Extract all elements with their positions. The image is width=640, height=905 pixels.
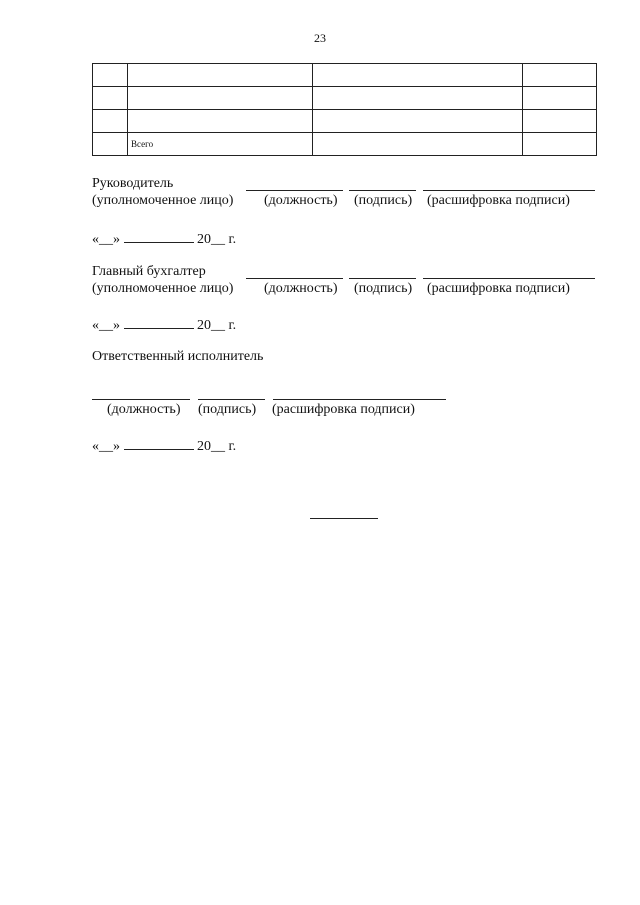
table-row	[93, 87, 597, 110]
table-cell	[523, 133, 597, 156]
table-cell	[93, 87, 128, 110]
head-caption-position: (должность)	[264, 193, 338, 208]
table-row-total	[93, 133, 597, 156]
executor-signature-line[interactable]	[198, 399, 265, 400]
executor-decoding-line[interactable]	[273, 399, 446, 400]
head-signature-line[interactable]	[349, 190, 416, 191]
head-decoding-line[interactable]	[423, 190, 595, 191]
table-row	[93, 110, 597, 133]
head-date-day: «__»	[92, 232, 120, 247]
head-date	[92, 230, 236, 248]
executor-position-line[interactable]	[92, 399, 190, 400]
table-cell	[313, 64, 523, 87]
table-cell	[128, 64, 313, 87]
closing-rule	[310, 518, 378, 519]
executor-caption-signature: (подпись)	[198, 402, 257, 417]
accountant-date-year: 20__ г.	[197, 318, 237, 333]
summary-table	[92, 63, 597, 156]
total-label: Всего	[128, 133, 313, 156]
table-cell	[523, 110, 597, 133]
head-position-line[interactable]	[246, 190, 343, 191]
head-caption-signature: (подпись)	[354, 193, 413, 208]
executor-date	[92, 437, 236, 455]
executor-caption-decoding: (расшифровка подписи)	[272, 402, 415, 417]
head-title: Руководитель	[92, 176, 174, 191]
executor-caption-position: (должность)	[107, 402, 181, 417]
executor-date-year: 20__ г.	[197, 439, 237, 454]
head-date-year: 20__ г.	[197, 232, 237, 247]
table-cell	[128, 87, 313, 110]
table-cell	[93, 64, 128, 87]
table-cell	[93, 110, 128, 133]
accountant-caption-signature: (подпись)	[354, 281, 413, 296]
table-cell	[128, 110, 313, 133]
table-row	[93, 64, 597, 87]
accountant-position-line[interactable]	[246, 278, 343, 279]
table-cell	[523, 64, 597, 87]
accountant-caption-person: (уполномоченное лицо)	[92, 281, 234, 296]
accountant-decoding-line[interactable]	[423, 278, 595, 279]
table-cell	[313, 110, 523, 133]
head-caption-decoding: (расшифровка подписи)	[427, 193, 570, 208]
page-number: 23	[314, 31, 326, 45]
table-cell	[313, 87, 523, 110]
table-cell	[313, 133, 523, 156]
executor-title: Ответственный исполнитель	[92, 349, 264, 364]
accountant-caption-decoding: (расшифровка подписи)	[427, 281, 570, 296]
accountant-date-day: «__»	[92, 318, 120, 333]
accountant-caption-position: (должность)	[264, 281, 338, 296]
table-cell	[93, 133, 128, 156]
accountant-date-month-line[interactable]	[124, 316, 194, 329]
table-cell	[523, 87, 597, 110]
accountant-title: Главный бухгалтер	[92, 264, 206, 279]
executor-date-month-line[interactable]	[124, 437, 194, 450]
head-caption-person: (уполномоченное лицо)	[92, 193, 234, 208]
head-date-month-line[interactable]	[124, 230, 194, 243]
executor-date-day: «__»	[92, 439, 120, 454]
accountant-date	[92, 316, 236, 334]
accountant-signature-line[interactable]	[349, 278, 416, 279]
